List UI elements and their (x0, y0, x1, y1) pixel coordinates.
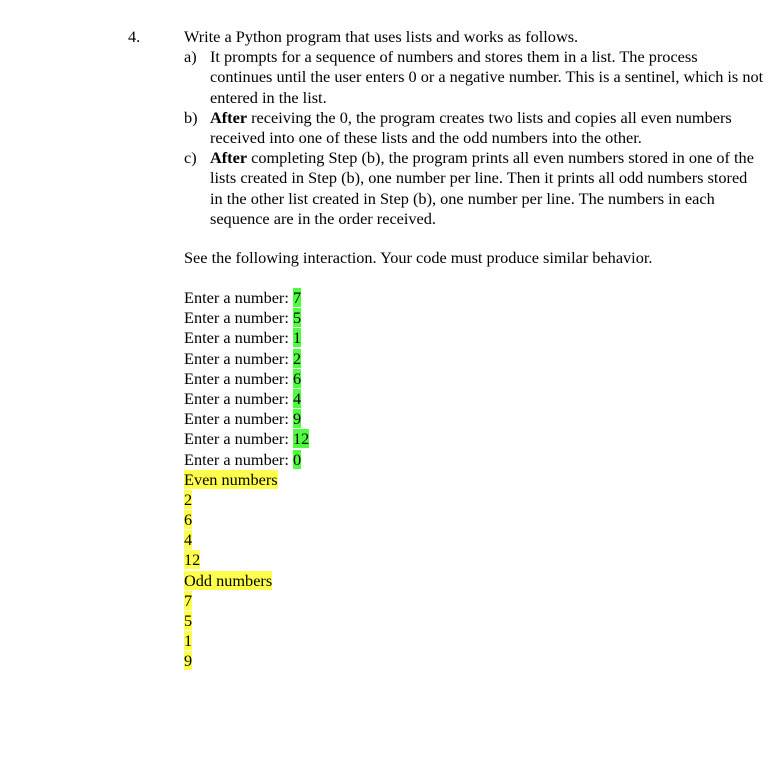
prompt-text: Enter a number: (184, 388, 293, 408)
user-input-value: 9 (292, 409, 302, 429)
odd-number-value: 1 (184, 631, 193, 651)
user-input-value: 6 (292, 368, 302, 388)
odd-number-value-line (184, 611, 309, 631)
prompt-text: Enter a number: (184, 308, 293, 328)
prompt-text: Enter a number: (184, 449, 293, 469)
even-number-value: 4 (184, 530, 193, 550)
user-input-value: 2 (292, 348, 302, 368)
prompt-line (184, 429, 309, 449)
part-label: b) (184, 107, 198, 127)
user-input-value: 12 (292, 429, 310, 449)
odd-numbers-header-line (184, 571, 309, 591)
part-bold: After (210, 107, 248, 127)
prompt-line (184, 288, 309, 308)
prompt-line (184, 328, 309, 348)
question-intro: Write a Python program that uses lists and works as follows. (184, 27, 579, 46)
even-number-value-line (184, 530, 309, 550)
prompt-text: Enter a number: (184, 288, 293, 307)
odd-number-value: 5 (184, 611, 193, 630)
part-bold: After (210, 148, 248, 168)
prompt-text: Enter a number: (184, 368, 293, 388)
even-number-value: 2 (184, 489, 193, 509)
even-number-value-line (184, 510, 309, 530)
odd-number-value: 9 (184, 651, 193, 671)
part-text: completing Step (b), the program prints all even numbers stored in one of the lists created in Step (b), one number per line. Then it prints all odd numbers stored in the other list created in Step (b), one number per line. The numbers in each sequence are in the order received. (210, 148, 754, 228)
prompt-line (184, 369, 309, 389)
part-label: c) (184, 148, 197, 168)
odd-number-value-line (184, 631, 309, 651)
part-c (184, 148, 764, 229)
prompt-line (184, 409, 309, 429)
prompt-text: Enter a number: (184, 429, 293, 449)
prompt-text: Enter a number: (184, 348, 293, 368)
prompt-line (184, 308, 309, 328)
user-input-value: 7 (292, 288, 302, 307)
even-number-value: 6 (184, 510, 193, 530)
even-number-value-line (184, 550, 309, 570)
prompt-line (184, 349, 309, 369)
part-a (184, 47, 764, 108)
part-text: It prompts for a sequence of numbers and stores them in a list. The process continues until the user enters 0 or a negative number. This is a sentinel, which is not entered in the list. (210, 47, 764, 107)
question-body (184, 27, 764, 229)
part-label: a) (184, 47, 197, 67)
part-text: receiving the 0, the program creates two lists and copies all even numbers received into one of these lists and the odd numbers into the other. (210, 107, 732, 148)
odd-numbers-header: Odd numbers (184, 570, 273, 590)
prompt-line (184, 450, 309, 470)
prompt-text: Enter a number: (184, 328, 293, 348)
even-numbers-header: Even numbers (184, 469, 278, 489)
user-input-value: 4 (292, 388, 302, 408)
question-number: 4. (128, 27, 141, 46)
user-input-value: 1 (292, 328, 302, 348)
odd-number-value-line (184, 591, 309, 611)
odd-number-value: 7 (184, 590, 193, 610)
even-numbers-header-line (184, 470, 309, 490)
even-number-value-line (184, 490, 309, 510)
prompt-text: Enter a number: (184, 409, 293, 429)
odd-number-value-line (184, 651, 309, 671)
sample-interaction (184, 288, 309, 672)
see-interaction-text: See the following interaction. Your code must produce similar behavior. (184, 248, 653, 267)
user-input-value: 5 (292, 308, 302, 328)
user-input-value: 0 (292, 449, 302, 469)
part-b (184, 108, 764, 148)
even-number-value: 12 (184, 550, 201, 570)
prompt-line (184, 389, 309, 409)
